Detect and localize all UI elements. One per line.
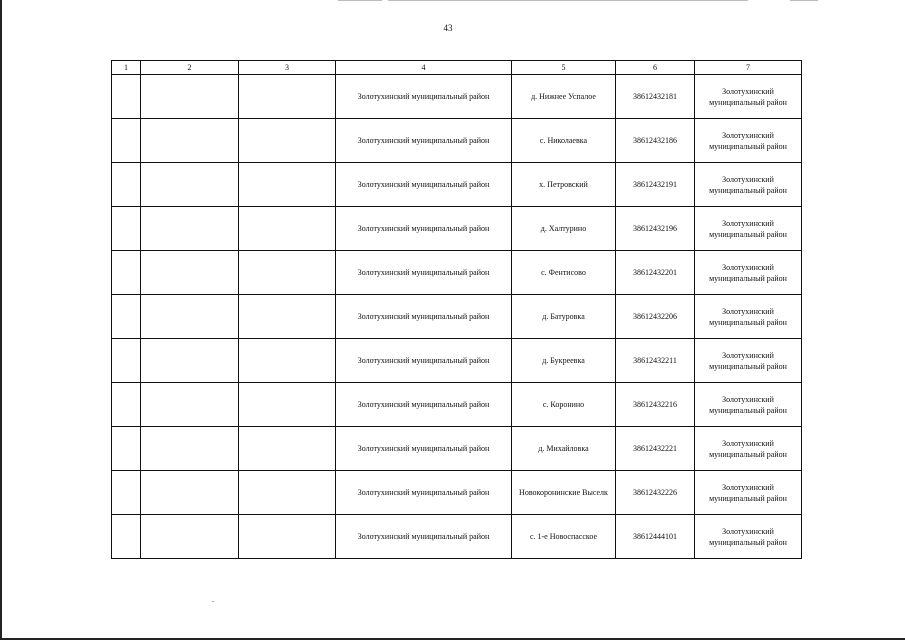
- table-cell-col2: [141, 471, 239, 515]
- table-cell-col6: 38612432201: [616, 251, 695, 295]
- table-row: [112, 251, 802, 295]
- table-cell-col4: Золотухинский муниципальный район: [336, 383, 512, 427]
- table-cell-col4: Золотухинский муниципальный район: [336, 119, 512, 163]
- column-header-2: 2: [141, 61, 239, 75]
- column-header-1: 1: [112, 61, 141, 75]
- table-cell-col5: д. Букреевка: [512, 339, 616, 383]
- table-cell-col3: [239, 383, 336, 427]
- table-cell-col3: [239, 471, 336, 515]
- table-cell-col6: 38612432196: [616, 207, 695, 251]
- table-cell-col2: [141, 427, 239, 471]
- table-cell-col4: Золотухинский муниципальный район: [336, 207, 512, 251]
- table-cell-col7: Золотухинский муниципальный район: [695, 207, 802, 251]
- table-cell-col2: [141, 251, 239, 295]
- table-cell-col4: Золотухинский муниципальный район: [336, 471, 512, 515]
- scan-top-mark: [790, 0, 818, 1]
- table-cell-col1: [112, 163, 141, 207]
- table-cell-col2: [141, 207, 239, 251]
- table-cell-col3: [239, 339, 336, 383]
- table-cell-col7: Золотухинский муниципальный район: [695, 75, 802, 119]
- table-row: [112, 471, 802, 515]
- column-header-6: 6: [616, 61, 695, 75]
- table-cell-col7: Золотухинский муниципальный район: [695, 251, 802, 295]
- table-cell-col6: 38612432186: [616, 119, 695, 163]
- table-cell-col1: [112, 383, 141, 427]
- table-cell-col2: [141, 163, 239, 207]
- table-row: [112, 163, 802, 207]
- table-header-row: [112, 61, 802, 75]
- table-cell-col4: Золотухинский муниципальный район: [336, 163, 512, 207]
- table-cell-col1: [112, 251, 141, 295]
- table-cell-col4: Золотухинский муниципальный район: [336, 515, 512, 559]
- table-cell-col6: 38612432206: [616, 295, 695, 339]
- table-cell-col3: [239, 295, 336, 339]
- scan-left-border: [0, 0, 2, 640]
- table-cell-col7: Золотухинский муниципальный район: [695, 119, 802, 163]
- table-cell-col5: д. Михайловка: [512, 427, 616, 471]
- table-cell-col7: Золотухинский муниципальный район: [695, 295, 802, 339]
- table-cell-col1: [112, 427, 141, 471]
- table-cell-col1: [112, 471, 141, 515]
- table-cell-col1: [112, 515, 141, 559]
- table-cell-col6: 38612432221: [616, 427, 695, 471]
- column-header-5: 5: [512, 61, 616, 75]
- scan-artifact: [212, 601, 214, 602]
- scan-top-mark: [338, 0, 382, 1]
- table-cell-col5: д. Батуровка: [512, 295, 616, 339]
- table-cell-col4: Золотухинский муниципальный район: [336, 251, 512, 295]
- table-cell-col2: [141, 119, 239, 163]
- table-cell-col2: [141, 75, 239, 119]
- scan-top-mark: [388, 0, 748, 1]
- table-cell-col3: [239, 75, 336, 119]
- table-cell-col5: х. Петровский: [512, 163, 616, 207]
- table-cell-col7: Золотухинский муниципальный район: [695, 163, 802, 207]
- table-cell-col6: 38612432216: [616, 383, 695, 427]
- table-row: [112, 75, 802, 119]
- table-cell-col6: 38612432211: [616, 339, 695, 383]
- table-row: [112, 383, 802, 427]
- table-row: [112, 339, 802, 383]
- table-cell-col4: Золотухинский муниципальный район: [336, 339, 512, 383]
- table-cell-col5: с. 1-е Новоспасское: [512, 515, 616, 559]
- table-cell-col4: Золотухинский муниципальный район: [336, 75, 512, 119]
- table-row: [112, 207, 802, 251]
- table-body: [112, 75, 802, 559]
- table-cell-col1: [112, 207, 141, 251]
- table-cell-col3: [239, 515, 336, 559]
- table-cell-col3: [239, 119, 336, 163]
- table-cell-col5: с. Фентисово: [512, 251, 616, 295]
- table-cell-col1: [112, 339, 141, 383]
- table-cell-col2: [141, 339, 239, 383]
- column-header-3: 3: [239, 61, 336, 75]
- table-row: [112, 515, 802, 559]
- table-cell-col4: Золотухинский муниципальный район: [336, 427, 512, 471]
- table-cell-col6: 38612444101: [616, 515, 695, 559]
- data-table: [111, 60, 802, 559]
- table-cell-col6: 38612432191: [616, 163, 695, 207]
- table-cell-col3: [239, 427, 336, 471]
- table-cell-col2: [141, 383, 239, 427]
- table-cell-col1: [112, 119, 141, 163]
- table-cell-col6: 38612432226: [616, 471, 695, 515]
- table-cell-col5: д. Нижнее Успалое: [512, 75, 616, 119]
- table-cell-col3: [239, 251, 336, 295]
- table-cell-col1: [112, 295, 141, 339]
- table-row: [112, 119, 802, 163]
- table-cell-col3: [239, 207, 336, 251]
- table-cell-col6: 38612432181: [616, 75, 695, 119]
- table-cell-col5: д. Халтурино: [512, 207, 616, 251]
- table-cell-col7: Золотухинский муниципальный район: [695, 339, 802, 383]
- table-cell-col1: [112, 75, 141, 119]
- table-row: [112, 427, 802, 471]
- table-cell-col3: [239, 163, 336, 207]
- column-header-4: 4: [336, 61, 512, 75]
- table-cell-col7: Золотухинский муниципальный район: [695, 515, 802, 559]
- table-cell-col2: [141, 515, 239, 559]
- column-header-7: 7: [695, 61, 802, 75]
- table-cell-col5: Новокоронинские Выселк: [512, 471, 616, 515]
- table-cell-col4: Золотухинский муниципальный район: [336, 295, 512, 339]
- table-cell-col5: с. Николаевка: [512, 119, 616, 163]
- table-row: [112, 295, 802, 339]
- table-cell-col7: Золотухинский муниципальный район: [695, 471, 802, 515]
- page-number: 43: [443, 23, 453, 33]
- table-cell-col2: [141, 295, 239, 339]
- table-cell-col7: Золотухинский муниципальный район: [695, 383, 802, 427]
- table-cell-col5: с. Коронино: [512, 383, 616, 427]
- table-cell-col7: Золотухинский муниципальный район: [695, 427, 802, 471]
